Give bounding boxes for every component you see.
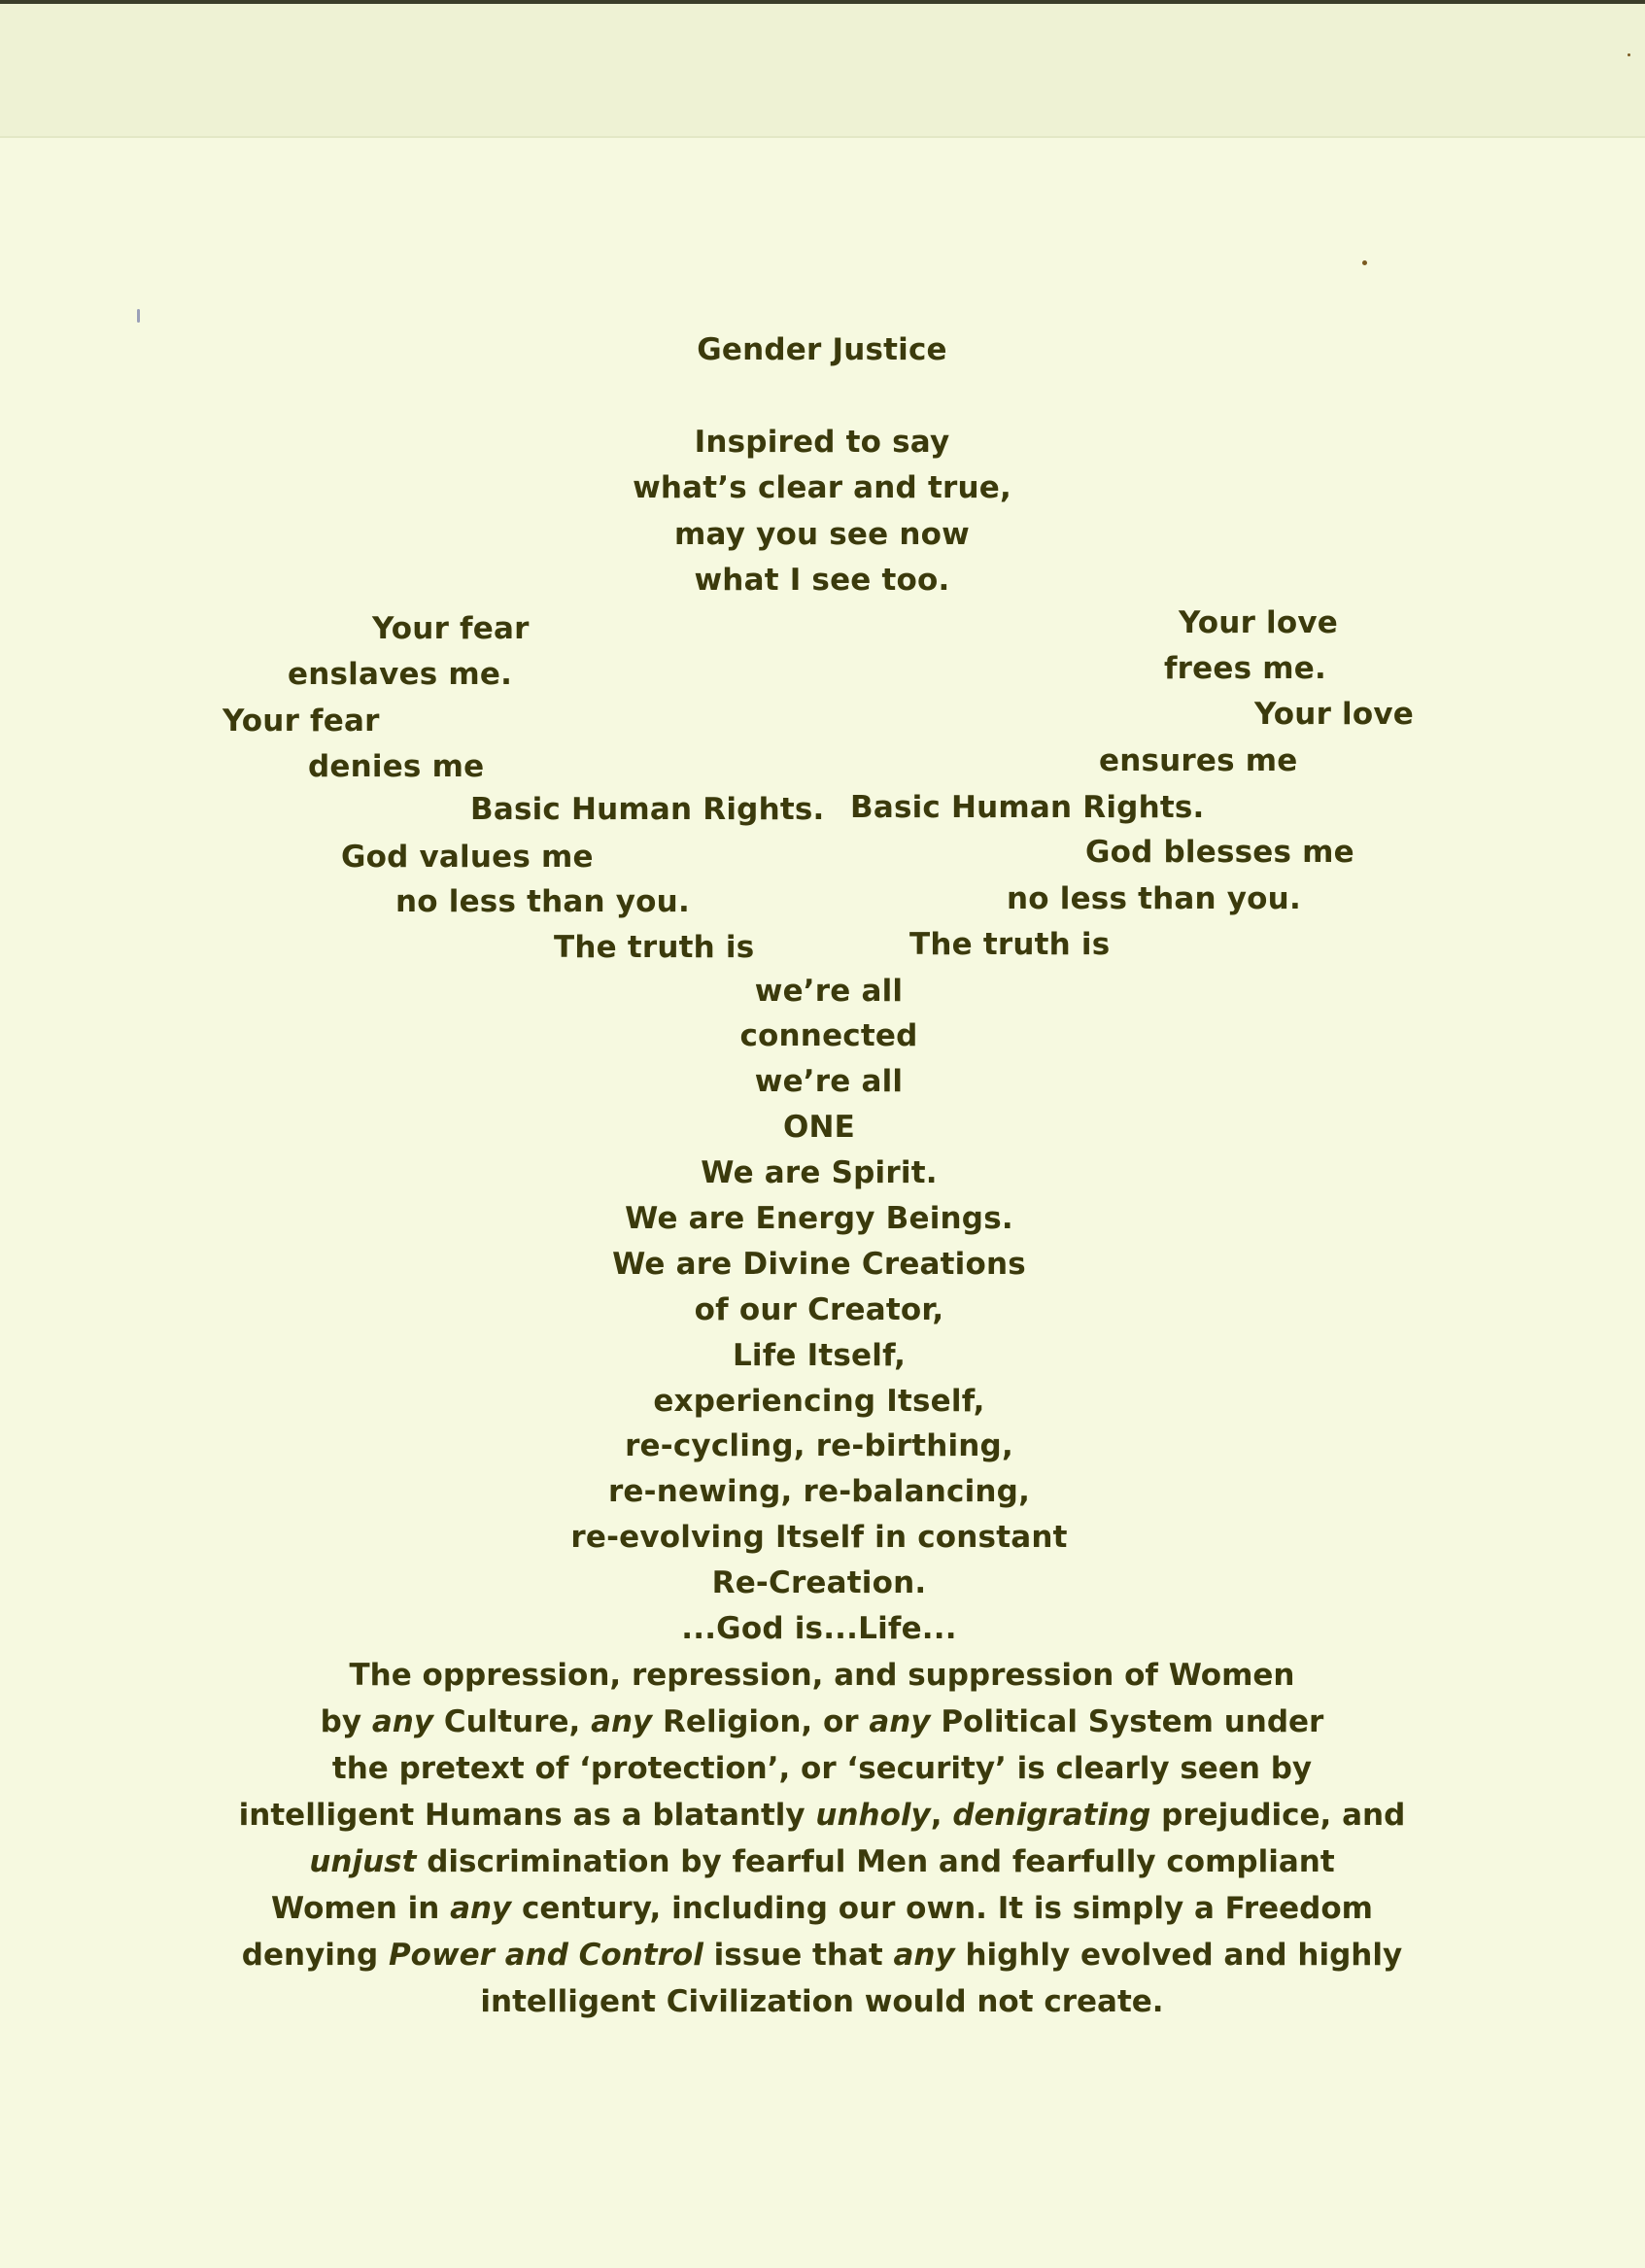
stem-line-3: we’re all	[754, 1064, 904, 1099]
left-arm-line-7: no less than you.	[395, 884, 690, 919]
paragraph-line-7: denying Power and Control issue that any highly evolved and highly	[241, 1938, 1403, 1973]
paragraph-line-3: the pretext of ‘protection’, or ‘security’ is clearly seen by	[331, 1751, 1313, 1786]
right-arm-line-2: frees me.	[1164, 651, 1326, 686]
left-arm-line-5: Basic Human Rights.	[470, 792, 825, 827]
right-arm-line-6: God blesses me	[1085, 835, 1354, 870]
left-arm-line-6: God values me	[341, 840, 594, 875]
paper-speck	[1362, 260, 1367, 265]
intro-line-3: may you see now	[674, 517, 970, 552]
paragraph-line-1: The oppression, repression, and suppression of Women	[349, 1658, 1295, 1693]
stem-line-4: ONE	[782, 1110, 856, 1145]
left-arm-line-4: denies me	[308, 749, 485, 784]
intro-line-4: what I see too.	[694, 563, 950, 598]
right-arm-line-3: Your love	[1254, 697, 1415, 732]
right-arm-line-4: ensures me	[1099, 743, 1298, 778]
right-arm-line-7: no less than you.	[1007, 881, 1301, 916]
paragraph-line-8: intelligent Civilization would not create.	[480, 1984, 1164, 2019]
stem-line-8: of our Creator,	[694, 1292, 944, 1327]
left-arm-line-3: Your fear	[223, 704, 380, 739]
right-arm-line-8: The truth is	[909, 927, 1111, 962]
page-top-edge	[0, 0, 1645, 4]
stem-line-11: re-cycling, re-birthing,	[625, 1428, 1013, 1463]
stem-line-6: We are Energy Beings.	[625, 1201, 1013, 1236]
stem-line-2: connected	[739, 1018, 918, 1053]
stem-line-9: Life Itself,	[732, 1338, 907, 1373]
paragraph-line-4: intelligent Humans as a blatantly unholy, denigrating prejudice, and	[238, 1798, 1406, 1833]
stem-line-1: we’re all	[754, 974, 904, 1009]
stem-line-7: We are Divine Creations	[612, 1247, 1026, 1282]
stem-line-12: re-newing, re-balancing,	[607, 1474, 1031, 1509]
right-arm-line-1: Your love	[1179, 605, 1339, 640]
left-arm-line-2: enslaves me.	[288, 657, 513, 692]
paragraph-line-6: Women in any century, including our own. It is simply a Freedom	[271, 1891, 1373, 1926]
intro-line-2: what’s clear and true,	[633, 470, 1011, 505]
paper-speck	[1628, 53, 1630, 56]
paper-speck	[137, 309, 140, 323]
left-arm-line-8: The truth is	[554, 930, 755, 965]
stem-line-13: re-evolving Itself in constant	[570, 1520, 1068, 1555]
left-arm-line-1: Your fear	[372, 611, 530, 646]
intro-line-1: Inspired to say	[694, 425, 950, 460]
paragraph-line-2: by any Culture, any Religion, or any Political System under	[320, 1704, 1324, 1739]
paragraph-line-5: unjust discrimination by fearful Men and fearfully compliant	[309, 1844, 1335, 1879]
poem-title: Gender Justice	[697, 332, 947, 367]
stem-line-14: Re-Creation.	[711, 1565, 927, 1600]
stem-line-5: We are Spirit.	[701, 1155, 938, 1190]
right-arm-line-5: Basic Human Rights.	[850, 790, 1205, 825]
stem-line-10: experiencing Itself,	[653, 1384, 985, 1419]
page-top-band	[0, 0, 1645, 138]
stem-line-15: ...God is...Life...	[681, 1611, 957, 1646]
closing-paragraph	[190, 1652, 1454, 2025]
